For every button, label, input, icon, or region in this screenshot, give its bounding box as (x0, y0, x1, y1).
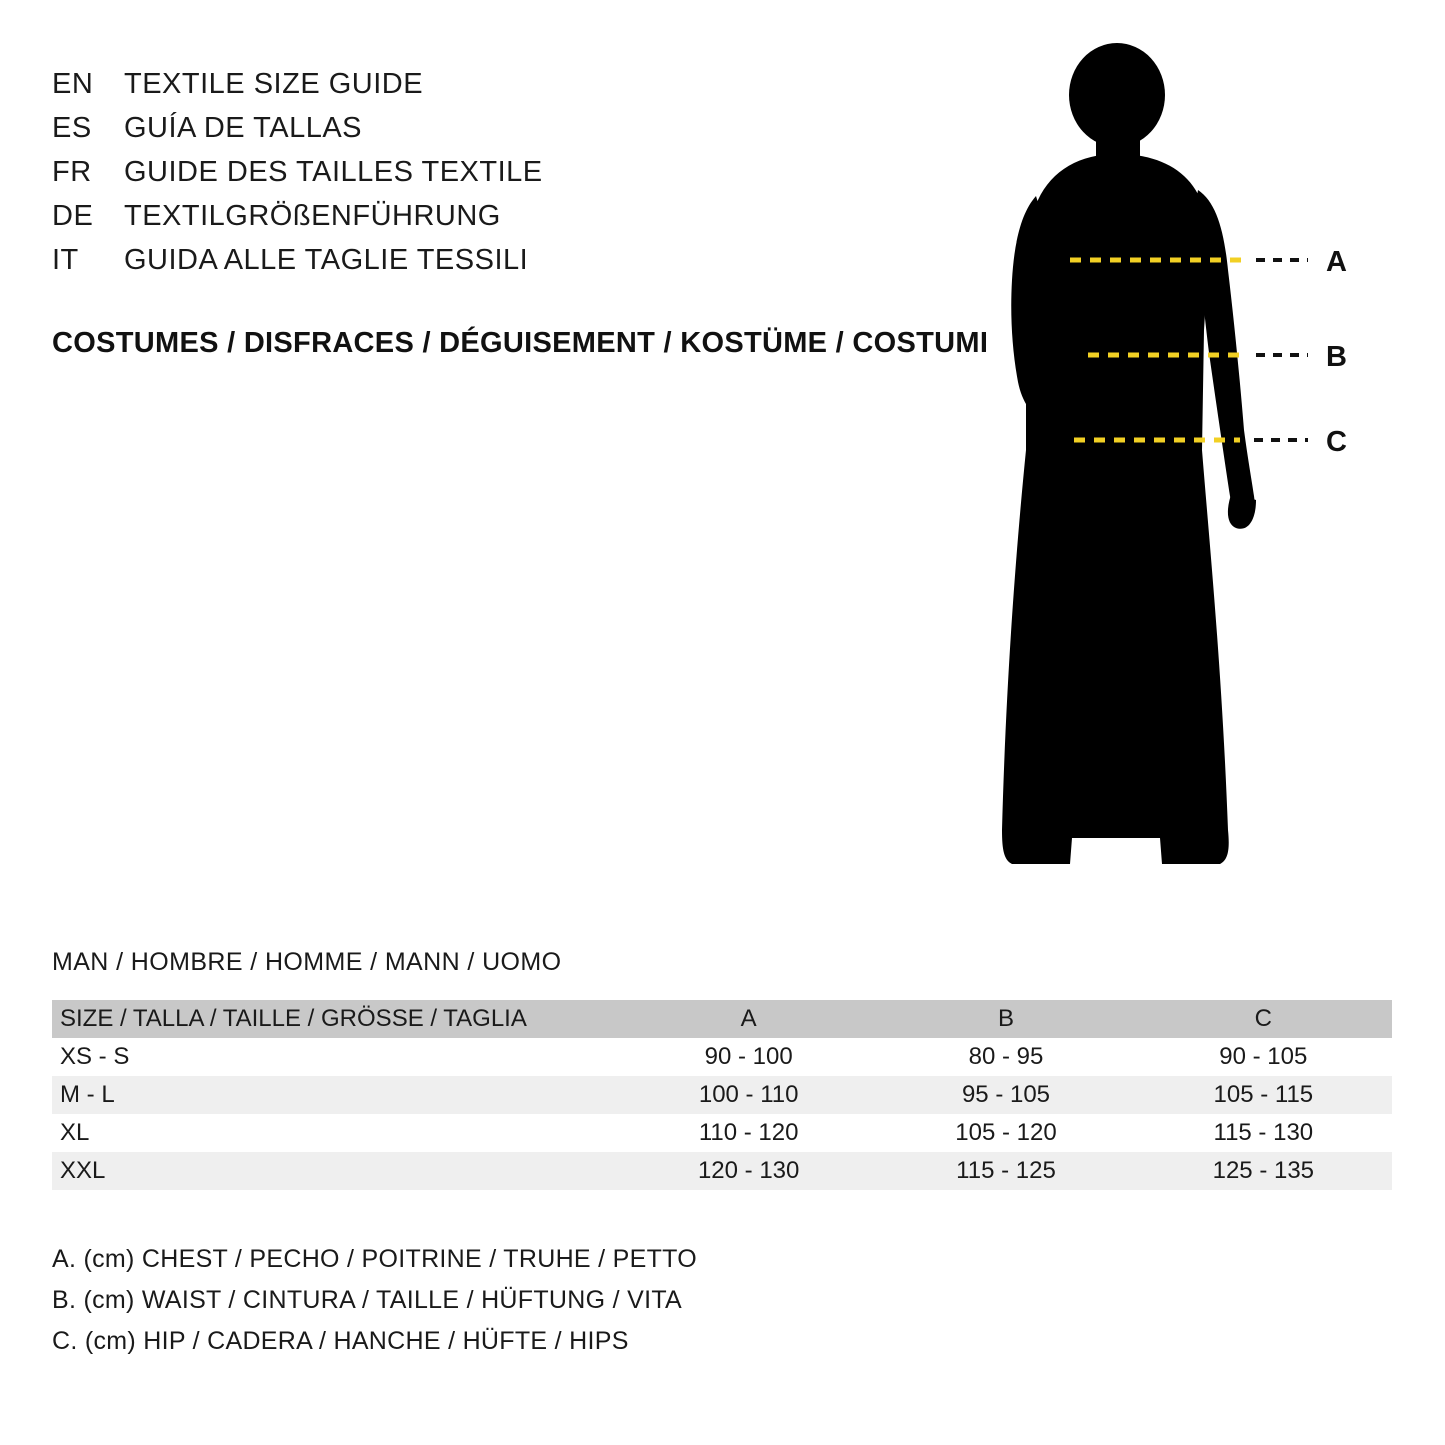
table-head (52, 1000, 1392, 1038)
legend-line-c: C. (cm) HIP / CADERA / HANCHE / HÜFTE / HIPS (52, 1327, 629, 1355)
language-text: GUÍA DE TALLAS (124, 112, 363, 144)
language-row (52, 200, 543, 244)
marker-c-label: C (1326, 426, 1347, 458)
cell-a: 100 - 110 (698, 1081, 799, 1108)
table-group-title: MAN / HOMBRE / HOMME / MANN / UOMO (52, 948, 562, 976)
cell-size: XXL (60, 1157, 106, 1184)
cell-b: 95 - 105 (961, 1081, 1051, 1108)
language-code: ES (52, 112, 92, 144)
language-row (52, 244, 543, 288)
cell-c: 90 - 105 (1219, 1043, 1308, 1070)
language-text: TEXTILGRÖßENFÜHRUNG (124, 200, 501, 232)
marker-a-label: A (1326, 246, 1347, 278)
cell-a: 90 - 100 (704, 1043, 793, 1070)
silhouette-icon (1002, 43, 1256, 864)
table-body (52, 1038, 1392, 1190)
language-row (52, 68, 543, 112)
cell-size: M - L (60, 1081, 115, 1108)
language-list (52, 68, 543, 288)
column-header-b: B (997, 1005, 1014, 1032)
category-heading: COSTUMES / DISFRACES / DÉGUISEMENT / KOSTÜME / COSTUMI (52, 327, 989, 359)
size-table (52, 1000, 1392, 1190)
cell-c: 125 - 135 (1212, 1157, 1315, 1184)
language-code: DE (52, 200, 94, 232)
language-text: TEXTILE SIZE GUIDE (124, 68, 424, 100)
table-header-row (52, 1000, 1392, 1038)
column-header-size: SIZE / TALLA / TAILLE / GRÖSSE / TAGLIA (60, 1005, 527, 1032)
cell-size: XS - S (60, 1043, 130, 1070)
legend-line-a: A. (cm) CHEST / PECHO / POITRINE / TRUHE / PETTO (52, 1245, 698, 1273)
cell-size: XL (60, 1119, 90, 1146)
language-code: FR (52, 156, 92, 188)
language-text: GUIDA ALLE TAGLIE TESSILI (124, 244, 529, 276)
column-header-a: A (740, 1005, 757, 1032)
language-code: EN (52, 68, 94, 100)
language-code: IT (52, 244, 79, 276)
marker-b-label: B (1326, 341, 1347, 373)
column-header-c: C (1254, 1005, 1272, 1032)
body-measurement-figure (960, 30, 1380, 890)
measurement-legend (52, 1245, 697, 1368)
cell-b: 105 - 120 (955, 1119, 1057, 1146)
cell-c: 115 - 130 (1213, 1119, 1314, 1146)
table-row (52, 1076, 1392, 1114)
cell-a: 120 - 130 (697, 1157, 800, 1184)
table-row (52, 1152, 1392, 1190)
table-row (52, 1114, 1392, 1152)
cell-b: 80 - 95 (968, 1043, 1044, 1070)
cell-b: 115 - 125 (956, 1157, 1056, 1184)
cell-a: 110 - 120 (698, 1119, 799, 1146)
language-row (52, 156, 543, 200)
cell-c: 105 - 115 (1213, 1081, 1314, 1108)
legend-line-b: B. (cm) WAIST / CINTURA / TAILLE / HÜFTUNG / VITA (52, 1286, 683, 1314)
language-text: GUIDE DES TAILLES TEXTILE (124, 156, 543, 188)
table-row (52, 1038, 1392, 1076)
language-row (52, 112, 543, 156)
